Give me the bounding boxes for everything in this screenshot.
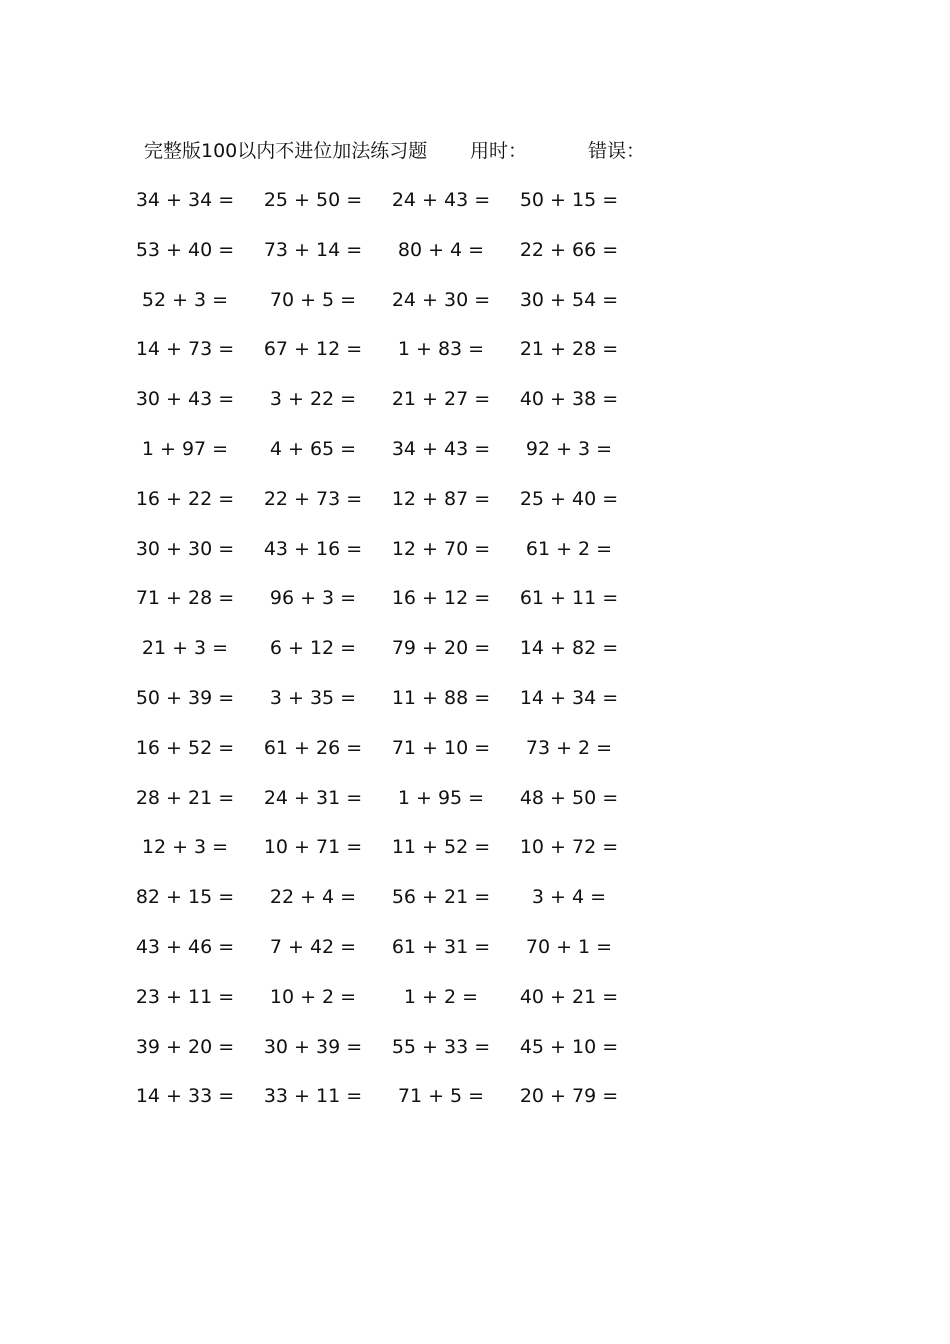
addition-problem: 14 + 73 = bbox=[135, 338, 235, 361]
problem-row bbox=[0, 485, 950, 535]
addition-problem: 24 + 31 = bbox=[263, 786, 363, 809]
problem-row bbox=[0, 535, 950, 585]
addition-problem: 61 + 31 = bbox=[391, 935, 491, 958]
problem-row bbox=[0, 286, 950, 336]
addition-problem: 56 + 21 = bbox=[391, 886, 491, 909]
addition-problem: 40 + 21 = bbox=[519, 985, 619, 1008]
problem-row bbox=[0, 833, 950, 883]
addition-problem: 22 + 66 = bbox=[519, 238, 619, 261]
problem-row bbox=[0, 186, 950, 236]
addition-problem: 33 + 11 = bbox=[263, 1085, 363, 1108]
problem-row bbox=[0, 734, 950, 784]
addition-problem: 28 + 21 = bbox=[135, 786, 235, 809]
addition-problem: 30 + 54 = bbox=[519, 288, 619, 311]
addition-problem: 30 + 39 = bbox=[263, 1035, 363, 1058]
addition-problem: 12 + 3 = bbox=[141, 836, 229, 859]
worksheet-title: 完整版100以内不进位加法练习题 bbox=[144, 140, 428, 162]
addition-problem: 40 + 38 = bbox=[519, 388, 619, 411]
addition-problem: 3 + 22 = bbox=[269, 388, 357, 411]
problem-row bbox=[0, 983, 950, 1033]
addition-problem: 52 + 3 = bbox=[141, 288, 229, 311]
worksheet-header bbox=[0, 137, 950, 165]
problem-row bbox=[0, 684, 950, 734]
addition-problem: 11 + 88 = bbox=[391, 686, 491, 709]
problem-row bbox=[0, 1082, 950, 1132]
problem-row bbox=[0, 883, 950, 933]
addition-problem: 45 + 10 = bbox=[519, 1035, 619, 1058]
problem-row bbox=[0, 1033, 950, 1083]
problem-grid bbox=[0, 186, 950, 1132]
addition-problem: 55 + 33 = bbox=[391, 1035, 491, 1058]
addition-problem: 7 + 42 = bbox=[269, 935, 357, 958]
addition-problem: 61 + 2 = bbox=[525, 537, 613, 560]
problem-row bbox=[0, 385, 950, 435]
addition-problem: 10 + 71 = bbox=[263, 836, 363, 859]
problem-row bbox=[0, 933, 950, 983]
addition-problem: 71 + 28 = bbox=[135, 587, 235, 610]
addition-problem: 3 + 35 = bbox=[269, 686, 357, 709]
addition-problem: 24 + 43 = bbox=[391, 189, 491, 211]
addition-problem: 92 + 3 = bbox=[525, 437, 613, 460]
addition-problem: 71 + 5 = bbox=[397, 1085, 485, 1108]
problem-row bbox=[0, 435, 950, 485]
addition-problem: 25 + 40 = bbox=[519, 487, 619, 510]
addition-problem: 79 + 20 = bbox=[391, 637, 491, 660]
addition-problem: 16 + 12 = bbox=[391, 587, 491, 610]
addition-problem: 70 + 1 = bbox=[525, 935, 613, 958]
addition-problem: 53 + 40 = bbox=[135, 238, 235, 261]
addition-problem: 11 + 52 = bbox=[391, 836, 491, 859]
addition-problem: 12 + 70 = bbox=[391, 537, 491, 560]
addition-problem: 24 + 30 = bbox=[391, 288, 491, 311]
addition-problem: 50 + 15 = bbox=[519, 189, 619, 211]
addition-problem: 82 + 15 = bbox=[135, 886, 235, 909]
addition-problem: 1 + 83 = bbox=[397, 338, 485, 361]
addition-problem: 80 + 4 = bbox=[397, 238, 485, 261]
addition-problem: 22 + 73 = bbox=[263, 487, 363, 510]
addition-problem: 16 + 52 = bbox=[135, 736, 235, 759]
problem-row bbox=[0, 584, 950, 634]
addition-problem: 6 + 12 = bbox=[269, 637, 357, 660]
addition-problem: 20 + 79 = bbox=[519, 1085, 619, 1108]
addition-problem: 30 + 43 = bbox=[135, 388, 235, 411]
addition-problem: 21 + 3 = bbox=[141, 637, 229, 660]
addition-problem: 71 + 10 = bbox=[391, 736, 491, 759]
addition-problem: 43 + 46 = bbox=[135, 935, 235, 958]
addition-problem: 21 + 27 = bbox=[391, 388, 491, 411]
addition-problem: 70 + 5 = bbox=[269, 288, 357, 311]
addition-problem: 61 + 26 = bbox=[263, 736, 363, 759]
addition-problem: 14 + 82 = bbox=[519, 637, 619, 660]
addition-problem: 16 + 22 = bbox=[135, 487, 235, 510]
problem-row bbox=[0, 634, 950, 684]
addition-problem: 30 + 30 = bbox=[135, 537, 235, 560]
addition-problem: 50 + 39 = bbox=[135, 686, 235, 709]
problem-row bbox=[0, 236, 950, 286]
addition-problem: 14 + 33 = bbox=[135, 1085, 235, 1108]
addition-problem: 73 + 14 = bbox=[263, 238, 363, 261]
addition-problem: 61 + 11 = bbox=[519, 587, 619, 610]
addition-problem: 1 + 97 = bbox=[141, 437, 229, 460]
addition-problem: 1 + 95 = bbox=[397, 786, 485, 809]
addition-problem: 34 + 34 = bbox=[135, 189, 235, 211]
errors-label: 错误： bbox=[588, 140, 646, 162]
addition-problem: 4 + 65 = bbox=[269, 437, 357, 460]
addition-problem: 3 + 4 = bbox=[531, 886, 607, 909]
addition-problem: 34 + 43 = bbox=[391, 437, 491, 460]
addition-problem: 1 + 2 = bbox=[403, 985, 479, 1008]
problem-row bbox=[0, 335, 950, 385]
addition-problem: 23 + 11 = bbox=[135, 985, 235, 1008]
addition-problem: 21 + 28 = bbox=[519, 338, 619, 361]
addition-problem: 25 + 50 = bbox=[263, 189, 363, 211]
addition-problem: 10 + 2 = bbox=[269, 985, 357, 1008]
addition-problem: 48 + 50 = bbox=[519, 786, 619, 809]
time-used-label: 用时： bbox=[470, 140, 528, 162]
addition-problem: 67 + 12 = bbox=[263, 338, 363, 361]
addition-problem: 12 + 87 = bbox=[391, 487, 491, 510]
addition-problem: 10 + 72 = bbox=[519, 836, 619, 859]
problem-row bbox=[0, 784, 950, 834]
addition-problem: 39 + 20 = bbox=[135, 1035, 235, 1058]
addition-problem: 73 + 2 = bbox=[525, 736, 613, 759]
addition-problem: 96 + 3 = bbox=[269, 587, 357, 610]
addition-problem: 14 + 34 = bbox=[519, 686, 619, 709]
addition-problem: 22 + 4 = bbox=[269, 886, 357, 909]
addition-problem: 43 + 16 = bbox=[263, 537, 363, 560]
